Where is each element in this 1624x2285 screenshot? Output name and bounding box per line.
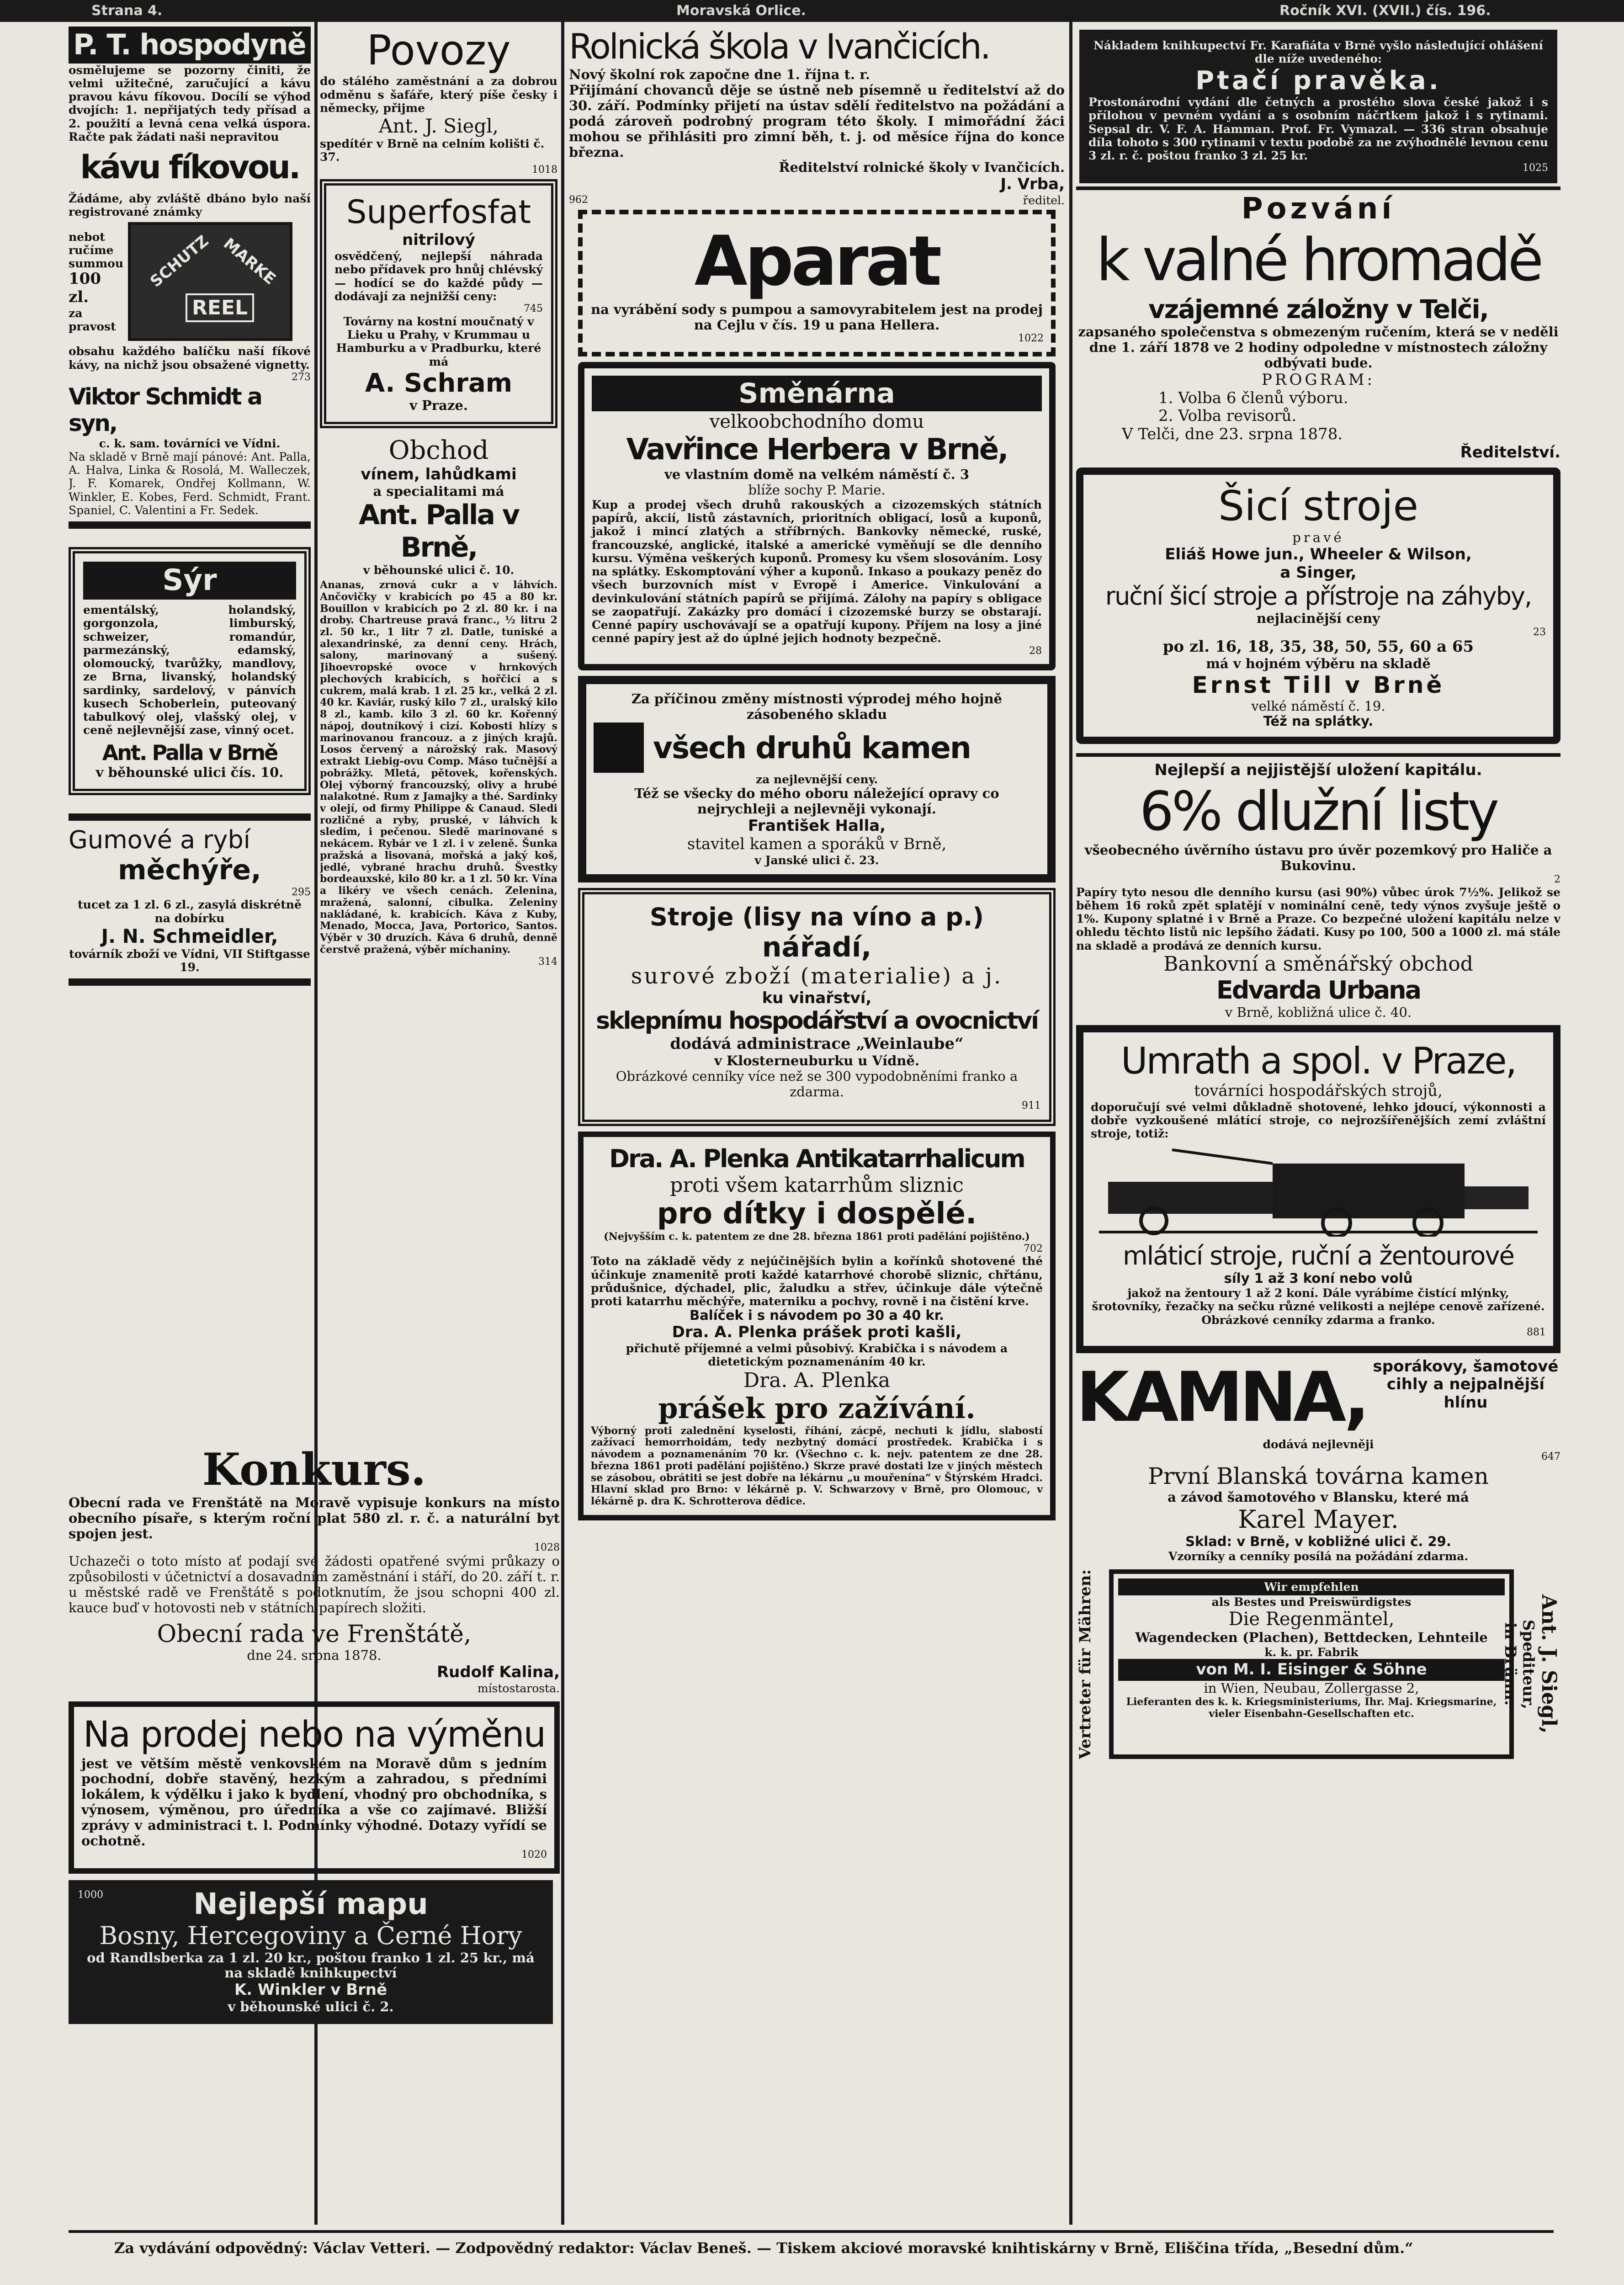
- ad-prog: PROGRAM:: [1262, 370, 1375, 389]
- issue-number: Ročník XVI. (XVII.) čís. 196.: [1279, 3, 1491, 19]
- ad-num: 1022: [1018, 333, 1044, 345]
- ad-sub: vzájemné záložny v Telči,: [1148, 294, 1488, 324]
- ad-pr: pravé: [1292, 530, 1344, 546]
- ad-body: Též se všecky do mého oboru náležející opravy co nejrychleji a nejlevněji vykonají.: [634, 786, 999, 817]
- ad-title-3: surové zboží (materialie) a j.: [631, 963, 1003, 989]
- ad-smenarna: [578, 362, 1056, 670]
- ad-num: 911: [1022, 1100, 1041, 1111]
- ad-line-8: Lieferanten des k. k. Kriegsministeriums, Ihr. Maj. Kriegsmarine, vieler Eisenbahn-Gesellschaften etc.: [1126, 1695, 1497, 1720]
- column-2: [320, 27, 557, 1439]
- ad-firm: Ernst Till v Brně: [1192, 672, 1445, 698]
- ad-firm: Ant. J. Siegl,: [379, 115, 499, 138]
- ad-num: 2: [1554, 874, 1560, 885]
- ad-title: Sýr: [83, 562, 296, 600]
- ad-date: V Telči, dne 23. srpna 1878.: [1122, 425, 1343, 444]
- ad-title: Šicí stroje: [1218, 482, 1418, 530]
- ad-note: Vzorníky a cenníky posílá na požádání zdarma.: [1168, 1549, 1469, 1563]
- ad-sub: Nový školní rok započne dne 1. října t. r.: [569, 66, 870, 82]
- ad-brand: kávu fíkovou.: [80, 149, 299, 186]
- ad-stock: Na skladě v Brně mají pánové: Ant. Palla, A. Halva, Linka & Rosolá, M. Walleczek, J. F. Komarek, Ondřej Kollmann, W. Winkler, E. Kobes, Ferd. Schmidt, Frant. Spaniel, C. Valentini a Fr. Sedek.: [69, 450, 311, 517]
- ad-povozy: [320, 27, 557, 175]
- ad-line-1: Wir empfehlen: [1118, 1578, 1505, 1595]
- ad-sici: [1076, 468, 1560, 744]
- ad-title-3: Dra. A. Plenka: [743, 1368, 891, 1392]
- ad-body-2: Uchazeči o toto místo ať podají své žádosti opatřené svými průkazy o způsobilosti v účetnictví a dosavadním zaměstnání i stáří, do 20. září t. r. u městské radě ve Frenštátě s podotknutím, že jsou schopni 400 zl. kauce buď v hotovosti neb v státních papírech složiti.: [69, 1553, 560, 1615]
- ad-body: Nákladem knihkupectví Fr. Karafiáta v Brně vyšlo následující ohlášení dle níže uvedeného:: [1093, 39, 1543, 66]
- page-header-strip: [0, 0, 1624, 22]
- column-rule-2: [561, 22, 564, 2225]
- ad-title: Povozy: [366, 27, 511, 74]
- ad-title: P. T. hospodyně: [69, 27, 311, 64]
- ad-naprodej: [69, 1701, 560, 1874]
- ad-firm: K. Winkler v Brně: [234, 1981, 387, 1999]
- stamp-word-1: SCHUTZ: [147, 232, 212, 292]
- ad-line-3: Die Regenmäntel,: [1228, 1609, 1395, 1630]
- ad-body: na vyrábění sody s pumpou a samovyrabitelem jest na prodej na Cejlu v čís. 19 u pana Hellera.: [591, 301, 1043, 333]
- ad-title: Aparat: [694, 222, 939, 302]
- ad-body-2: Prostonárodní vydání dle četných a prostého slova české jakož i s přílohou v pevném vydání a s osobním náčrtkem jakož i s rytinami. Sepsal dr. V. F. A. Hamman. Prof. Fr. Vymazal. — 336 stran obsahuje díla tohoto s 300 rytinami v textu podobě za ne zvýhodnělé levnou cenu 3 zl. r. č. poštou franko 3 zl. 25 kr.: [1088, 96, 1548, 163]
- ad-title: Umrath a spol. v Praze,: [1120, 1039, 1516, 1082]
- trademark-stamp: [128, 222, 292, 341]
- ad-firm-2: a závod šamotového v Blansku, které má: [1168, 1489, 1469, 1505]
- ad-title: Superfosfat: [346, 193, 531, 231]
- ad-note: (Nejvyšším c. k. patentem ze dne 28. března 1861 proti padělání pojištěno.): [604, 1230, 1030, 1243]
- ad-title-6: dodává administrace „Weinlaube“: [670, 1035, 964, 1053]
- ad-items: Ananas, zrnová cukr a v láhvích. Ančovičky v krabicích po 45 a 80 kr. Bouillon v krabicích po 2 zl. 80 kr. i na droby. Chartreuse pravá franc., ½ litru 2 zl. 50 kr., 1 litr 7 zl. Datle, tuniské a alexandrinské, za denní ceny. Hrách, salony, marinovaný a sušený. Jihoevropské ovoce v hrnkových plechových krabicích, s hořčicí a s cukrem, malá krab. 1 zl. 25 kr., velká 2 zl. 40 kr. Kaviár, ruský kilo 7 zl., uralský kilo 8 zl., kamb. kilo 3 zl. 60 kr. Kořenný nápoj, doutníkový i cizí. Kobosti hlízy s marinovanou francouz. a z jiných krajů. Losos červený a nárožský rak. Masový extrakt Liebig-ovu Comp. Máso tučnější a pobrážky. Mletá, pětovek, kořenských. Olej výborný francouzský, olivy a hrubé nalakotné. Rum z Jamajky a thé. Sardinky v olejí, od firmy Philippe & Canaud. Sledi rozličné a ryby, pruské, v láhvích k sledim, i pečenou. Sledě marinované s nekácem. Rybár ve 1 zl. i v zeleně. Šunka pražská a lisovaná, mořská a jaký koš, jedlé, vybrané hrachu druhů. Švestky bordeauxské, kilo 80 kr. a 1 zl. 50 kr. Vína a likéry ve všech cenách. Zelenina, mražená, salonní, cibulka. Zeleniny nakládané, k. krabicích. Káva z Kuby, Menado, Mocca, Java, Portorico, Santos. Výběr v 30 druzích. Káva 6 druhů, denně čerstvě pražená, výběr míchaniny.: [320, 579, 557, 956]
- ad-title: Ptačí pravěka.: [1195, 65, 1441, 96]
- ad-addr-2: blíže sochy P. Marie.: [748, 482, 886, 498]
- ad-addr: v běhounské ulici č. 2.: [228, 1999, 394, 2015]
- ad-firm: Edvarda Urbana: [1216, 976, 1421, 1005]
- ad-hospodyne: [69, 27, 311, 533]
- ad-body-3: Výborný proti zalednění kyselosti, říhání, zácpě, nechuti k jídlu, slabostí zažívací hemorrhoidám, tedy nezbytný domácí prostředek. Krabička i s návodem a poznamenáním 70 kr. (Všechno c. k. nejv. patentem ze dne 28. března 1861 proti padělání pojištěno.) Skrze pravé dostati lze v jiných městech se zásobou, obrátiti se jest dobře na lékárnu „u mouřenína“ v Štýrském Hradci. Hlavní sklad pro Brno: v lékárně p. V. Schwarzovy v Brně, pro Olomouc, v lékárně p. dra K. Schrotterova dědice.: [591, 1424, 1043, 1508]
- ad-kamen: [578, 676, 1056, 882]
- ad-firm-1: První Blanská továrna kamen: [1148, 1463, 1489, 1490]
- ad-kamen-block: [594, 723, 644, 773]
- ad-after: obsahu každého balíčku naší fíkové kávy, na nichž jsou obsažené vignetty.: [69, 345, 311, 372]
- ad-title-2: mláticí stroje, ruční a žentourové: [1123, 1241, 1514, 1271]
- column-1: [69, 27, 311, 994]
- ad-sub: za nejlevnější ceny.: [755, 773, 878, 786]
- ad-firm: J. N. Schmeidler,: [101, 925, 278, 947]
- ad-line-4: Wagendecken (Plachen), Bettdecken, Lehnteile: [1135, 1630, 1488, 1646]
- ad-title: Konkurs.: [202, 1444, 426, 1495]
- ad-name: Karel Mayer.: [1238, 1505, 1399, 1534]
- ad-title: sporákovy, šamotové cihly a nejpalnější hlínu: [1373, 1357, 1559, 1412]
- ad-num: 881: [1527, 1326, 1546, 1338]
- ad-addr: v běhounské ulici č. 10.: [363, 563, 515, 577]
- ad-note: má v hojném výběru na skladě: [1206, 656, 1431, 672]
- ad-side-left: Vertreter für Mähren:: [1076, 1569, 1094, 1759]
- ad-num: 295: [292, 886, 311, 898]
- ad-item-1: 1. Volba 6 členů výboru.: [1158, 388, 1348, 407]
- ad-addr: v Praze.: [409, 398, 468, 414]
- ad-side-right-1: Ant. J. Siegl,: [1537, 1594, 1560, 1734]
- ad-body: Toto na základě vědy z nejúčinějších bylin a kořínků shotovené thé účinkuje znamenitě proti každé katarrhové chorobě sliznic, chřtánu, průdušnice, dýchadel, plic, žaludku a střev, účinkuje dále výtečně proti katarrhu měchýře, materniku a pochvy, rovně i na čistění krve.: [591, 1254, 1043, 1308]
- ad-role: ředitel.: [1023, 194, 1065, 207]
- ad-sig-2: Rudolf Kalina,: [436, 1663, 560, 1682]
- ad-num: 1025: [1523, 162, 1548, 174]
- ad-obchod: [320, 436, 557, 967]
- ad-num: 1018: [532, 164, 557, 175]
- ad-title-4: ku vinařství,: [762, 988, 872, 1007]
- ad-dluzni: [1076, 749, 1560, 1020]
- ad-title-5: sklepnímu hospodářství a ovocnictví: [596, 1007, 1038, 1035]
- ad-firm: A. Schram: [365, 368, 513, 398]
- ad-sub: nitrilový: [402, 231, 475, 250]
- ad-num: 1020: [521, 1849, 547, 1861]
- ad-aparat: [578, 210, 1056, 356]
- ad-konkurs: [69, 1444, 560, 1695]
- ad-stroje: [578, 888, 1056, 1126]
- ad-body: doporučují své velmi důkladně shotovené, lehko jdoucí, výkonnosti a dobře vyzkoušené mlátící stroje, co nejrozšířenějších zemí zvláštní stroje, totiž:: [1091, 1100, 1546, 1141]
- ad-addr: továrník zboží ve Vídni, VII Stiftgasse 19.: [69, 947, 310, 974]
- ad-body: ementálský, holandský, gorgonzola, limburský, schweizer, romandúr, parmezánský, edamský, olomoucký, tvarůžky, mandlovy, ze Brna, livanský, holandský sardinky, sardelový, v pánvích kusech Schoberlein, puteovaný tabulkový olej, vlašský olej, v ceně nejlevnější zase, vinný ocet.: [83, 603, 296, 737]
- ad-brands-2: a Singer,: [1280, 563, 1357, 582]
- ad-body: tucet za 1 zl. 6 zl., zasylá diskrétně na dobírku: [78, 898, 302, 925]
- paper-name: Moravská Orlice.: [676, 3, 806, 19]
- ad-note: Žádáme, aby zvláště dbáno bylo naší registrované známky: [69, 191, 311, 219]
- ad-umrath: [1076, 1025, 1560, 1353]
- ad-sub: dodává nejlevněji: [1263, 1438, 1374, 1451]
- ad-brands: Eliáš Howe jun., Wheeler & Wilson,: [1165, 545, 1472, 563]
- ad-addr: spedítér v Brně na celním kolišti č. 37.: [320, 137, 545, 164]
- column-rule-3: [1069, 22, 1072, 2225]
- ad-gumove: [69, 809, 311, 990]
- ad-addr: v běhounské ulici čís. 10.: [96, 765, 284, 781]
- ad-name: J. Vrba,: [1000, 175, 1065, 194]
- ad-title-2: měchýře,: [118, 854, 261, 887]
- ad-sig: Ředitelství.: [1460, 443, 1560, 462]
- ad-sig: Ředitelství rolnické školy v Ivančicích.: [779, 159, 1065, 175]
- ad-body: jest ve větším městě venkovském na Moravě dům s jedním pochodní, dobře stavěný, hezkým a zahradou, s předními lokálem, k výdělku i jako k bydlení, vhodný pro obchodníka, s výnosem, výměnou, pro úředníka a vše co zajímavé. Bližší zprávy v administraci t. l. Podmínky výhodné. Dotazy vyřídí se ochotně.: [81, 1755, 547, 1849]
- column-1-2-lower: [69, 1444, 560, 2028]
- ad-line-7: in Wien, Neubau, Zollergasse 2,: [1204, 1680, 1419, 1696]
- ad-body: Obrázkové cenníky více než se 300 vypodobněními franko a zdarma.: [616, 1068, 1018, 1100]
- ad-sub: továrníci hospodářských strojů,: [1194, 1082, 1443, 1100]
- ad-num: 647: [1541, 1451, 1560, 1463]
- ad-num: 1000: [78, 1889, 103, 1901]
- ad-title: Na prodej nebo na výměnu: [83, 1714, 546, 1756]
- ad-title-1: Obchod: [388, 436, 489, 466]
- ad-title-4: prášek pro zažívání.: [658, 1392, 976, 1425]
- ad-num: 314: [538, 956, 557, 967]
- ad-sub: nejlacinější ceny: [1256, 610, 1380, 626]
- column-4: [1076, 27, 1560, 2220]
- ad-rolnicka: [569, 27, 1065, 206]
- ad-kamna: [1076, 1358, 1560, 1563]
- ad-body: Obecní rada ve Frenštátě na Moravě vypisuje konkurs na místo obecního písaře, s kterým roční plat 580 zl. r. č. a naturální byt spojen jest.: [69, 1495, 560, 1542]
- ad-price: od Randlsberka za 1 zl. 20 kr., poštou franko 1 zl. 25 kr., má na skladě knihkupectví: [87, 1950, 535, 1981]
- ad-intro: Za příčinou změny místnosti výprodej mého hojně zásobeného skladu: [631, 691, 1003, 723]
- ad-sub: všeobecného úvěrního ústavu pro úvěr pozemkový pro Haliče a Bukovinu.: [1084, 842, 1552, 874]
- ad-plenk: [578, 1132, 1056, 1520]
- ad-firm: Vavřince Herbera v Brně,: [626, 433, 1008, 467]
- ad-prices: po zl. 16, 18, 35, 38, 50, 55, 60 a 65: [1162, 638, 1474, 656]
- ad-firm: Ant. Palla v Brně: [102, 740, 277, 765]
- ad-title: Směnárna: [592, 376, 1042, 411]
- ad-superfosfat: [320, 179, 557, 428]
- ad-sig-3: místostarosta.: [477, 1682, 560, 1695]
- ad-title: všech druhů kamen: [653, 730, 971, 765]
- ad-body-3: Obrázkové cenníky zdarma a franko.: [1201, 1313, 1435, 1327]
- ad-title-1: Gumové a rybí: [69, 825, 250, 855]
- ad-body-2: přichutě příjemné a velmi působivý. Krabička i s návodem a dietetickým poznamenáním 40 kr.: [626, 1342, 1008, 1369]
- ad-addr: v Brně, kobližná ulice č. 40.: [1225, 1004, 1412, 1020]
- ad-pozvani: [1076, 192, 1560, 462]
- ad-body: osmělujeme se pozorny činiti, že velmi užitečné, zaručující a kávu pravou kávu fíkovou. Docílí se výhod dvojích: 1. nepřijatých tedy přísad a 2. použití a levná cena velká úspora. Račte pak žádati naši nepravitou: [69, 63, 311, 143]
- ad-title-7: v Klosterneuburku u Vídně.: [714, 1052, 920, 1068]
- ad-big: 6% dlužní listy: [1139, 780, 1497, 843]
- ad-side-1: nebot ručíme summou: [69, 230, 124, 271]
- ad-title-2: Bankovní a směnářský obchod: [1163, 952, 1473, 976]
- ad-title: Dra. A. Plenka Antikatarrhalicum: [609, 1144, 1024, 1174]
- ad-firm-2: stavitel kamen a sporáků v Brně,: [687, 835, 947, 854]
- ad-big: ruční šicí stroje a přístroje na záhyby,: [1105, 582, 1532, 611]
- ad-num: 745: [524, 303, 543, 315]
- stamp-word-2: MARKE: [220, 234, 279, 289]
- ad-splatky: Též na splátky.: [1263, 713, 1374, 729]
- ad-item-2: 2. Volba revisorů.: [1158, 407, 1297, 425]
- ad-line-5: k. k. pr. Fabrik: [1264, 1646, 1359, 1659]
- ad-title-1: Stroje (lisy na víno a p.): [649, 903, 984, 932]
- ad-line-6: von M. I. Eisinger & Söhne: [1118, 1659, 1505, 1681]
- ad-sub: velkoobchodního domu: [709, 411, 924, 433]
- column-3: [569, 27, 1065, 2220]
- ad-date: dne 24. srpna 1878.: [247, 1647, 382, 1663]
- footer-rule: [69, 2230, 1554, 2233]
- ad-side-right-2: Spediteur,: [1519, 1619, 1538, 1709]
- ad-side-right-3: in Brünn.: [1501, 1622, 1519, 1706]
- page-number: Strana 4.: [91, 3, 163, 19]
- ad-mapa: [69, 1880, 553, 2024]
- ad-num: 962: [569, 194, 588, 206]
- ad-syr: [69, 547, 311, 795]
- ad-body: zapsaného společenstva s obmezeným ručením, která se v neděli dne 1. září 1878 ve 2 hodiny odpoledne v místnostech záložny odbývati bude.: [1078, 324, 1559, 371]
- ad-num: 28: [1029, 645, 1042, 657]
- ad-title-3: a specialitami má: [373, 483, 504, 499]
- ad-side-3: za pravost: [69, 306, 116, 334]
- ad-addr: v Janské ulici č. 23.: [754, 853, 879, 867]
- ad-num: 273: [292, 371, 311, 383]
- ad-firm: Viktor Schmidt a syn,: [69, 383, 261, 437]
- ad-firm: František Halla,: [748, 817, 886, 835]
- ad-title: Rolnická škola v Ivančicích.: [569, 27, 989, 67]
- ad-title: Nejlepší mapu: [193, 1887, 428, 1921]
- ad-body: Kup a prodej všech druhů rakouských a cizozemských státních papírů, akcií, listů zástavních, prioritních obligací, losů a kuponů, jakož i mincí zlatých a stříbrných. Bankovky německé, ruské, francouzské, anglické, italské a americké vyměňují se dle denního kursu. Výměna veškerých kuponů. Promesy ku všem slosováním. Losy na splátky. Eskomptování výher a kuponů. Inkaso a poukazy peněz do všech burzovních míst v Evropě i Americe. Vinkulování a devinkulování státních papírů se přijímá. Zálohy na papíry s obligace se zaopatřují. Zakázky pro domácí i cizozemské burzy se obstarají. Cenné papíry uschovávají se a opatřují kupony. Příjem na losy a jiné cenné papíry jest až do úplné jejich hodnoty bezpečně.: [592, 498, 1042, 645]
- ad-eisinger: [1076, 1569, 1560, 1759]
- ad-num: 702: [1024, 1243, 1043, 1254]
- ad-body: Papíry tyto nesou dle denního kursu (asi 90%) vůbec úrok 7½%. Jelikož se během 16 roků zpět splatějí v nominální ceně, tedy výnos zvyšuje ještě o 1%. Kupony splatné i v Brně a Praze. Co bezpečné uložení kapitálu nelze v ohledu těchto listů nic lepšího žádati. Kusy po 100, 500 a 1000 zl. má stále na skladě a prodává ze denních kursu.: [1076, 885, 1560, 952]
- ad-num: 1028: [534, 1542, 560, 1554]
- ad-firm2: c. k. sam. továrníci ve Vídni.: [99, 436, 281, 450]
- ad-addr: ve vlastním domě na velkém náměstí č. 3: [664, 467, 969, 483]
- ad-title-2: Dra. A. Plenka prášek proti kašli,: [672, 1323, 962, 1342]
- ad-naklad: [1076, 27, 1560, 186]
- ad-title: Pozvání: [1241, 192, 1396, 226]
- stamp-word-3: REEL: [186, 293, 254, 322]
- ad-num: 23: [1533, 626, 1546, 638]
- ad-body-2: jakož na žentoury 1 až 2 koní. Dále vyrábíme čistící mlýnky, šrotovníky, řezačky na sečku různé velikosti a nejlépe cenově zařízené.: [1092, 1286, 1545, 1313]
- ad-title-2: nářadí,: [762, 931, 872, 964]
- ad-big: KAMNA,: [1076, 1357, 1366, 1437]
- ad-addr: velké náměstí č. 19.: [1251, 698, 1385, 714]
- ad-sig-1: Obecní rada ve Frenštátě,: [157, 1620, 472, 1648]
- ad-body: do stálého zaměstnání a za dobrou odměnu s šafáře, který píše česky i německy, přijme: [320, 74, 557, 115]
- ad-line-2: als Bestes und Preiswürdigstes: [1211, 1595, 1412, 1609]
- ad-price: Balíček i s návodem po 30 a 40 kr.: [690, 1307, 944, 1323]
- ad-body: osvědčený, nejlepší náhrada nebo přídavek pro hnůj chlévský — hodící se do každé půdy — dodávají za nejnižší ceny:: [334, 250, 543, 303]
- ad-side-2: 100 zl.: [69, 270, 101, 307]
- ad-sub: proti všem katarrhům sliznic: [670, 1173, 964, 1197]
- ad-body: Přijímání chovanců děje se ústně neb písemně u ředitelství až do 30. září. Podmínky přijetí na ústav sdělí ředitelstvo na požádání a podá zároveň podrobný program této školy. I mimořádní žáci mohou se přihlásiti pro zimní běh, t. j. od měsíce října do konce března.: [569, 82, 1065, 160]
- ad-header: Nejlepší a nejjistější uložení kapitálu.: [1154, 761, 1482, 780]
- ad-big: k valné hromadě: [1096, 226, 1541, 294]
- ad-title-2: vínem, lahůdkami: [361, 465, 517, 484]
- ad-title-3: síly 1 až 3 koní nebo volů: [1224, 1270, 1413, 1286]
- ad-sklad: Sklad: v Brně, v kobližné ulici č. 29.: [1185, 1533, 1451, 1549]
- ad-body: Bosny, Hercegoviny a Černé Hory: [99, 1921, 522, 1950]
- threshing-machine-illustration: [1099, 1145, 1538, 1237]
- imprint-footer: Za vydávání odpovědný: Václav Vetteri. — Zodpovědný redaktor: Václav Beneš. — Tiskem akciové moravské knihtiskárny v Brně, Eliščina třída, „Besední dům.“: [114, 2239, 1413, 2257]
- ad-big: pro dítky i dospělé.: [657, 1197, 977, 1231]
- ad-body-2: Továrny na kostní moučnatý v Lieku u Prahy, v Krummau u Hamburku a v Pradburku, které má: [336, 314, 541, 368]
- ad-firm: Ant. Palla v Brně,: [359, 499, 519, 563]
